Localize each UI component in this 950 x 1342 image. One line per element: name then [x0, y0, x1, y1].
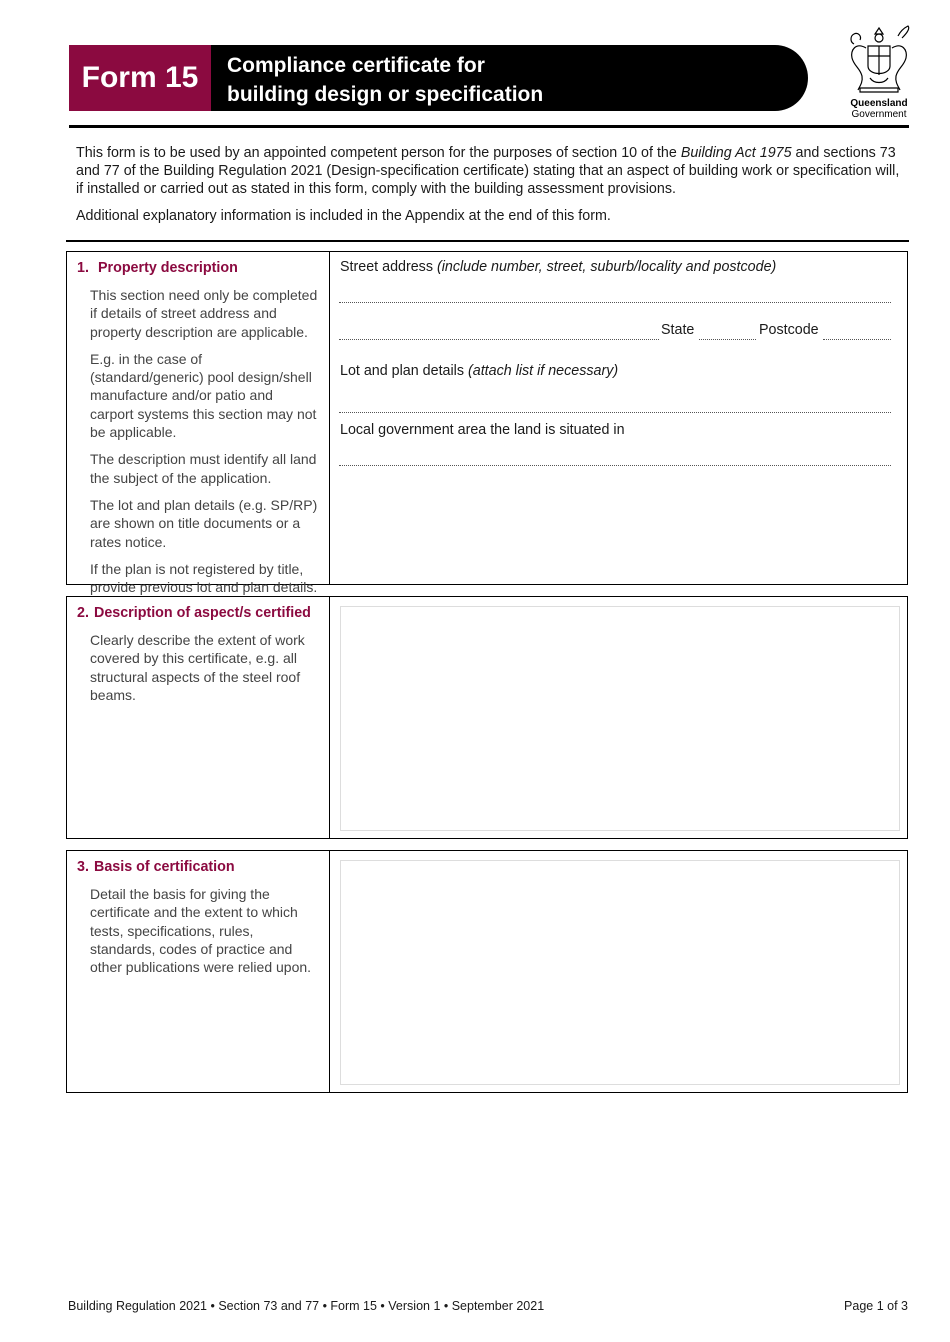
local-government-area-field[interactable] [339, 465, 891, 466]
basis-of-certification-textarea[interactable] [340, 860, 900, 1085]
lot-plan-note: (attach list if necessary) [467, 363, 619, 379]
street-address-line-1[interactable] [339, 302, 891, 303]
queensland-government-logo [842, 24, 916, 122]
page-number: Page 1 of 3 [844, 1299, 908, 1313]
section-property-description [66, 251, 908, 596]
form-number: Form 15 [81, 61, 199, 94]
intro-p1-text-cont: and sections 73 and 77 of the Building Regulation 2021 (Design-specification certificate) stating that an aspect of building work or specification will, if installed or carried out as stated in this form, comply with the building assessment provisions. [76, 145, 900, 197]
form-title-bar [211, 45, 808, 111]
section1-title-text: Property description [97, 260, 238, 276]
section3-title-text: Basis of certification [94, 859, 235, 875]
section1-hint: This section need only be completed if details of street address and property description are applicable. [90, 287, 318, 340]
section1-fields [330, 252, 907, 584]
logo-subtitle: Government [851, 109, 907, 120]
intro-divider [66, 240, 909, 242]
section3-guidance [67, 851, 330, 1092]
intro-paragraph-2: Additional explanatory information is included in the Appendix at the end of this form. [76, 208, 611, 224]
section1-title [77, 259, 319, 277]
building-act-title: Building Act 1975 [680, 145, 792, 161]
street-address-label-text: Street address [340, 259, 437, 275]
section2-answer-area [330, 597, 907, 838]
section1-number: 1. [77, 260, 89, 276]
postcode-label: Postcode [759, 322, 819, 338]
form-number-badge [69, 45, 211, 111]
section2-hint: Clearly describe the extent of work covered by this certificate, e.g. all structural aspects of the steel roof beams. [90, 632, 305, 703]
section-aspects-certified [66, 596, 908, 839]
local-government-area-label: Local government area the land is situated in [340, 422, 625, 438]
lot-plan-label-text: Lot and plan details [340, 363, 468, 379]
section3-hint: Detail the basis for giving the certificate and the extent to which tests, specifications, rules, standards, codes of practice and other publications were relied upon. [90, 886, 312, 976]
section1-guidance [67, 252, 330, 596]
postcode-field[interactable] [823, 339, 891, 340]
section1-hint: The lot and plan details (e.g. SP/RP) are shown on title documents or a rates notice. [90, 496, 318, 550]
coat-of-arms-icon [846, 24, 912, 98]
section3-number: 3. [77, 859, 89, 875]
section1-hint: E.g. in the case of (standard/generic) pool design/shell manufacture and/or patio and carport systems this section may not be applicable. [90, 350, 317, 441]
street-address-label [340, 258, 776, 276]
aspects-certified-textarea[interactable] [340, 606, 900, 831]
header-divider [69, 125, 909, 128]
intro-p1-text: This form is to be used by an appointed competent person for the purposes of section 10 of the [76, 145, 681, 161]
state-label: State [661, 322, 695, 338]
section2-number: 2. [77, 605, 89, 621]
intro-text [76, 144, 902, 234]
street-address-line-2[interactable] [339, 339, 659, 340]
form-title-line2: building design or specification [227, 83, 544, 106]
section2-title-text: Description of aspect/s certified [94, 605, 311, 621]
section2-guidance [67, 597, 330, 838]
section1-hint: The description must identify all land the subject of the application. [90, 451, 317, 486]
logo-name: Queensland [850, 98, 908, 109]
intro-paragraph-1 [76, 144, 902, 198]
section3-answer-area [330, 851, 907, 1092]
street-address-note: (include number, street, suburb/locality and postcode) [436, 259, 777, 275]
state-field[interactable] [699, 339, 756, 340]
section2-title [77, 604, 319, 622]
footer-reference: Building Regulation 2021 • Section 73 and 77 • Form 15 • Version 1 • September 2021 [68, 1299, 545, 1313]
section1-hint: If the plan is not registered by title, provide previous lot and plan details. [90, 560, 318, 596]
form-title-line1: Compliance certificate for [227, 54, 485, 77]
lot-plan-field[interactable] [339, 412, 891, 413]
lot-plan-label [340, 362, 618, 380]
section-basis-of-certification [66, 850, 908, 1093]
section3-title [77, 858, 319, 876]
